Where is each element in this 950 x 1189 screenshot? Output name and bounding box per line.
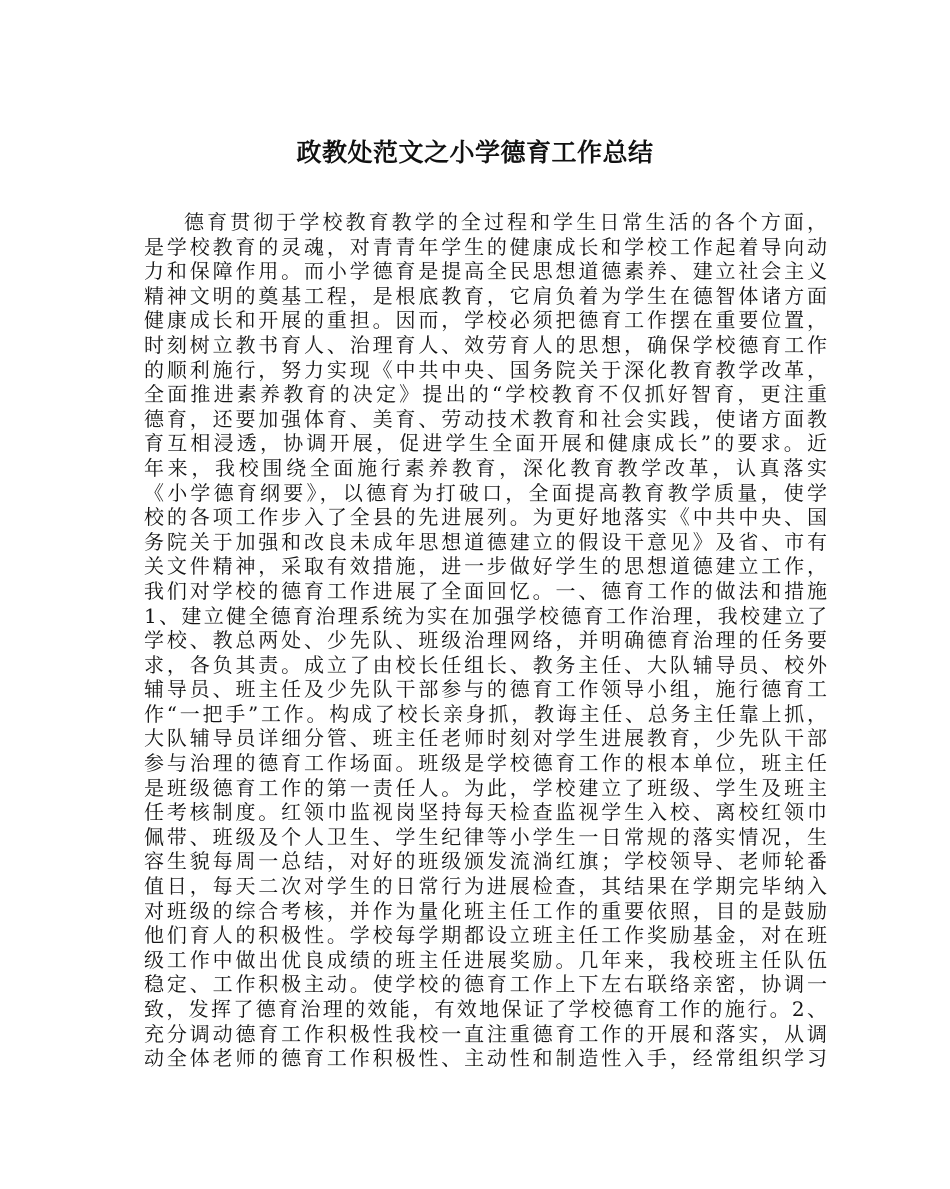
- document-body: [144, 210, 827, 1071]
- body-line: 稳定、工作积极主动。使学校的德育工作上下左右联络亲密，协调一: [144, 972, 827, 997]
- body-line: 充分调动德育工作积极性我校一直注重德育工作的开展和落实，从调: [144, 1021, 827, 1046]
- body-line: 德育，还要加强体育、美育、劳动技术教育和社会实践，使诸方面教: [144, 406, 827, 431]
- body-line: 作“一把手”工作。构成了校长亲身抓，教诲主任、总务主任靠上抓，: [144, 701, 827, 726]
- body-line: 佩带、班级及个人卫生、学生纪律等小学生一日常规的落实情况，生: [144, 824, 827, 849]
- body-line: 任考核制度。红领巾监视岗坚持每天检查监视学生入校、离校红领巾: [144, 800, 827, 825]
- body-line: 值日，每天二次对学生的日常行为进展检查，其结果在学期完毕纳入: [144, 874, 827, 899]
- body-line: 参与治理的德育工作场面。班级是学校德育工作的根本单位，班主任: [144, 751, 827, 776]
- body-line: 容生貌每周一总结，对好的班级颁发流淌红旗；学校领导、老师轮番: [144, 849, 827, 874]
- body-line: 求，各负其责。成立了由校长任组长、教务主任、大队辅导员、校外: [144, 652, 827, 677]
- body-line: 致，发挥了德育治理的效能，有效地保证了学校德育工作的施行。2、: [144, 997, 827, 1021]
- body-line: 辅导员、班主任及少先队干部参与的德育工作领导小组，施行德育工: [144, 677, 827, 702]
- body-line: 的顺利施行，努力实现《中共中央、国务院关于深化教育教学改革，: [144, 357, 827, 382]
- body-line: 是班级德育工作的第一责任人。为此，学校建立了班级、学生及班主: [144, 775, 827, 800]
- body-line: 务院关于加强和改良未成年思想道德建立的假设干意见》及省、市有: [144, 529, 827, 554]
- body-line: 级工作中做出优良成绩的班主任进展奖励。几年来，我校班主任队伍: [144, 947, 827, 972]
- body-line: 动全体老师的德育工作积极性、主动性和制造性入手，经常组织学习: [144, 1046, 827, 1071]
- body-line: 关文件精神，采取有效措施，进一步做好学生的思想道德建立工作，: [144, 554, 827, 579]
- body-line: 年来，我校围绕全面施行素养教育，深化教育教学改革，认真落实: [144, 455, 827, 480]
- body-line: 是学校教育的灵魂，对青青年学生的健康成长和学校工作起着导向动: [144, 234, 827, 259]
- body-line: 育互相浸透，协调开展，促进学生全面开展和健康成长”的要求。近: [144, 431, 827, 456]
- body-line: 《小学德育纲要》，以德育为打破口，全面提高教育教学质量，使学: [144, 480, 827, 505]
- body-line: 时刻树立教书育人、治理育人、效劳育人的思想，确保学校德育工作: [144, 332, 827, 357]
- body-line: 对班级的综合考核，并作为量化班主任工作的重要依照，目的是鼓励: [144, 898, 827, 923]
- body-line: 健康成长和开展的重担。因而，学校必须把德育工作摆在重要位置，: [144, 308, 827, 333]
- body-line: 我们对学校的德育工作进展了全面回忆。一、德育工作的做法和措施: [144, 578, 827, 603]
- document-title: 政教处范文之小学德育工作总结: [296, 138, 654, 167]
- body-line: 精神文明的奠基工程，是根底教育，它肩负着为学生在德智体诸方面: [144, 283, 827, 308]
- body-line: 校的各项工作步入了全县的先进展列。为更好地落实《中共中央、国: [144, 505, 827, 530]
- body-line: 力和保障作用。而小学德育是提高全民思想道德素养、建立社会主义: [144, 259, 827, 284]
- body-line: 全面推进素养教育的决定》提出的“学校教育不仅抓好智育，更注重: [144, 382, 827, 407]
- body-line: 大队辅导员详细分管、班主任老师时刻对学生进展教育，少先队干部: [144, 726, 827, 751]
- body-line: 学校、教总两处、少先队、班级治理网络，并明确德育治理的任务要: [144, 628, 827, 653]
- body-line: 1、建立健全德育治理系统为实在加强学校德育工作治理，我校建立了: [144, 603, 827, 628]
- body-line: 他们育人的积极性。学校每学期都设立班主任工作奖励基金，对在班: [144, 923, 827, 948]
- body-line: 德育贯彻于学校教育教学的全过程和学生日常生活的各个方面，: [184, 210, 827, 234]
